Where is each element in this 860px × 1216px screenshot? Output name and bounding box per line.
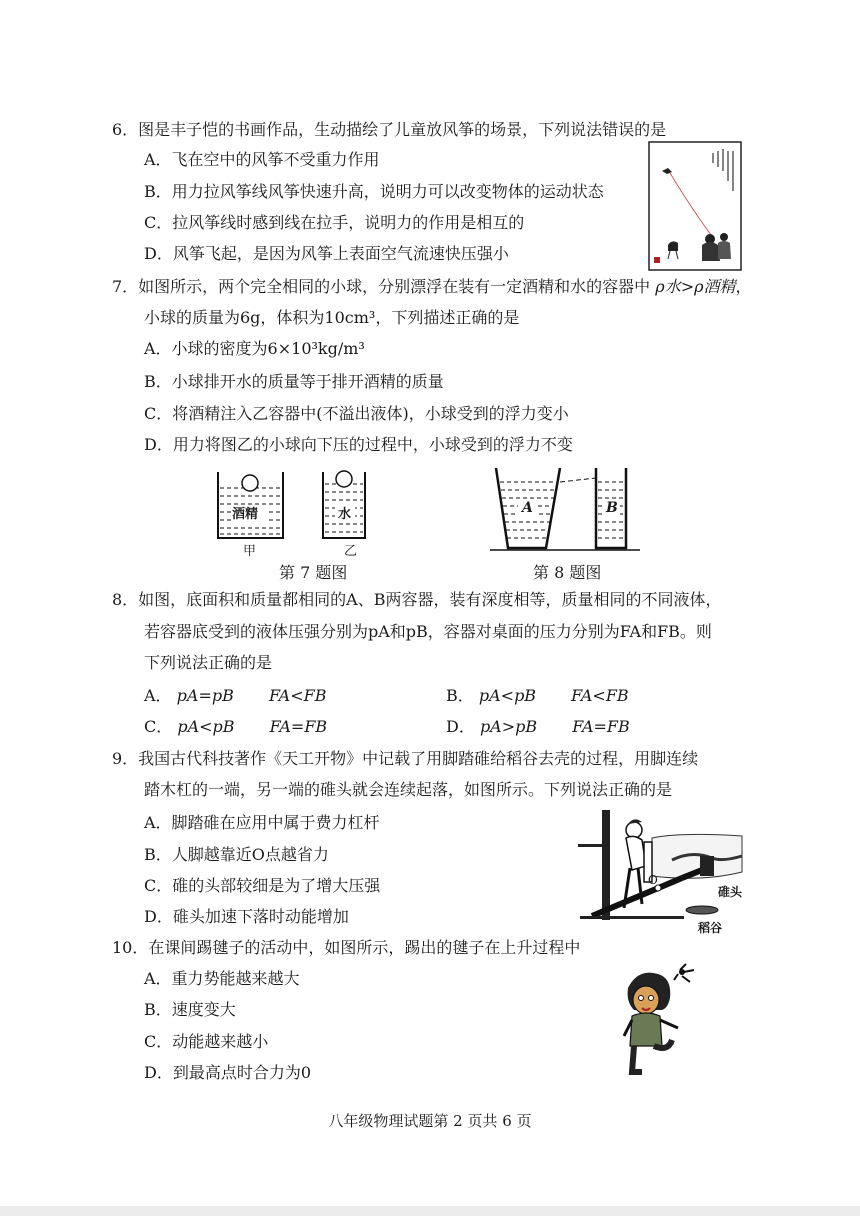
q8-option-c-label: C． [144, 717, 173, 736]
q9-stem-line1: 9．我国古代科技著作《天工开物》中记载了用脚踏碓给稻谷去壳的过程，用脚连续 [112, 749, 699, 768]
q8-stem-line2: 若容器底受到的液体压强分别为pA和pB，容器对桌面的压力分别为FA和FB。则 [144, 622, 712, 641]
q10-option-d: D．到最高点时合力为0 [144, 1063, 312, 1082]
q9-fig-label-head: 碓头 [718, 885, 743, 899]
fig7-liquid-alcohol: 酒精 [232, 507, 259, 522]
q10-option-c: C．动能越来越小 [144, 1032, 269, 1051]
q8-option-b [446, 686, 629, 706]
q10-option-a: A．重力势能越来越大 [144, 969, 300, 988]
q10-option-b: B．速度变大 [144, 1000, 236, 1019]
q9-option-b: B．人脚越靠近O点越省力 [144, 845, 329, 864]
q10-stem: 10．在课间踢毽子的活动中，如图所示，踢出的毽子在上升过程中 [112, 938, 581, 957]
q7-stem-line2: 小球的质量为6g，体积为10cm³，下列描述正确的是 [144, 308, 520, 327]
q7-stem-line1: 7．如图所示，两个完全相同的小球，分别漂浮在装有一定酒精和水的容器中 ρ水>ρ酒精， [112, 277, 752, 296]
q6-option-c: C．拉风筝线时感到线在拉手，说明力的作用是相互的 [144, 213, 525, 232]
q7-option-c: C．将酒精注入乙容器中(不溢出液体)，小球受到的浮力变小 [144, 404, 569, 423]
q9-fig-label-o: O [648, 873, 658, 887]
fig7-label-jia: 甲 [243, 544, 257, 559]
q9-option-d: D．碓头加速下落时动能增加 [144, 907, 349, 926]
q8-option-b-force: FA<FB [571, 686, 629, 705]
q8-option-d-label: D． [446, 717, 475, 736]
scan-edge [0, 1206, 860, 1216]
fig8-label-a: A [522, 500, 533, 516]
q6-stem: 6．图是丰子恺的书画作品，生动描绘了儿童放风筝的场景，下列说法错误的是 [112, 120, 667, 139]
shuttlecock-kid-figure [618, 958, 708, 1082]
q6-option-b: B．用力拉风筝线风筝快速升高，说明力可以改变物体的运动状态 [144, 182, 604, 201]
q8-option-c-force: FA=FB [269, 717, 328, 736]
q8-stem-line3: 下列说法正确的是 [144, 653, 273, 672]
q6-option-d: D．风筝飞起，是因为风筝上表面空气流速快压强小 [144, 244, 509, 263]
q8-option-a [144, 686, 326, 706]
kite-painting-figure [648, 141, 742, 271]
q8-stem-line1: 8．如图，底面积和质量都相同的A、B两容器，装有深度相等，质量相同的不同液体， [112, 590, 722, 609]
q6-option-a: A．飞在空中的风筝不受重力作用 [144, 150, 380, 169]
q9-fig-label-grain: 稻谷 [698, 921, 723, 935]
q8-option-a-label: A． [144, 686, 172, 705]
q8-option-d [446, 717, 630, 737]
q7-density-relation: ρ水>ρ酒精 [655, 277, 736, 296]
q8-option-a-pressure: pA=pB [176, 686, 234, 705]
q8-option-d-pressure: pA>pB [479, 717, 538, 736]
fig8-caption: 第 8 题图 [533, 563, 602, 582]
q9-stem-line2: 踏木杠的一端，另一端的碓头就会连续起落，如图所示。下列说法正确的是 [144, 780, 673, 799]
q8-option-b-pressure: pA<pB [478, 686, 537, 705]
q8-option-b-label: B． [446, 686, 474, 705]
q7-option-a: A．小球的密度为6×10³kg/m³ [144, 339, 365, 358]
foot-pestle-figure [572, 808, 752, 938]
q7-option-d: D．用力将图乙的小球向下压的过程中，小球受到的浮力不变 [144, 435, 573, 454]
page-footer: 八年级物理试题第 2 页共 6 页 [328, 1112, 532, 1130]
q8-option-c-pressure: pA<pB [177, 717, 235, 736]
q8-option-d-force: FA=FB [572, 717, 630, 736]
q7-stem-text: 7．如图所示，两个完全相同的小球，分别漂浮在装有一定酒精和水的容器中 [112, 277, 651, 296]
fig7-liquid-water: 水 [338, 507, 352, 522]
fig7-caption: 第 7 题图 [279, 563, 348, 582]
q7-option-b: B．小球排开水的质量等于排开酒精的质量 [144, 372, 444, 391]
q8-option-c [144, 717, 327, 737]
q9-option-a: A．脚踏碓在应用中属于费力杠杆 [144, 813, 380, 832]
q9-option-c: C．碓的头部较细是为了增大压强 [144, 876, 381, 895]
q8-option-a-force: FA<FB [268, 686, 327, 705]
fig8-label-b: B [606, 500, 618, 516]
fig7-label-yi: 乙 [344, 544, 358, 559]
